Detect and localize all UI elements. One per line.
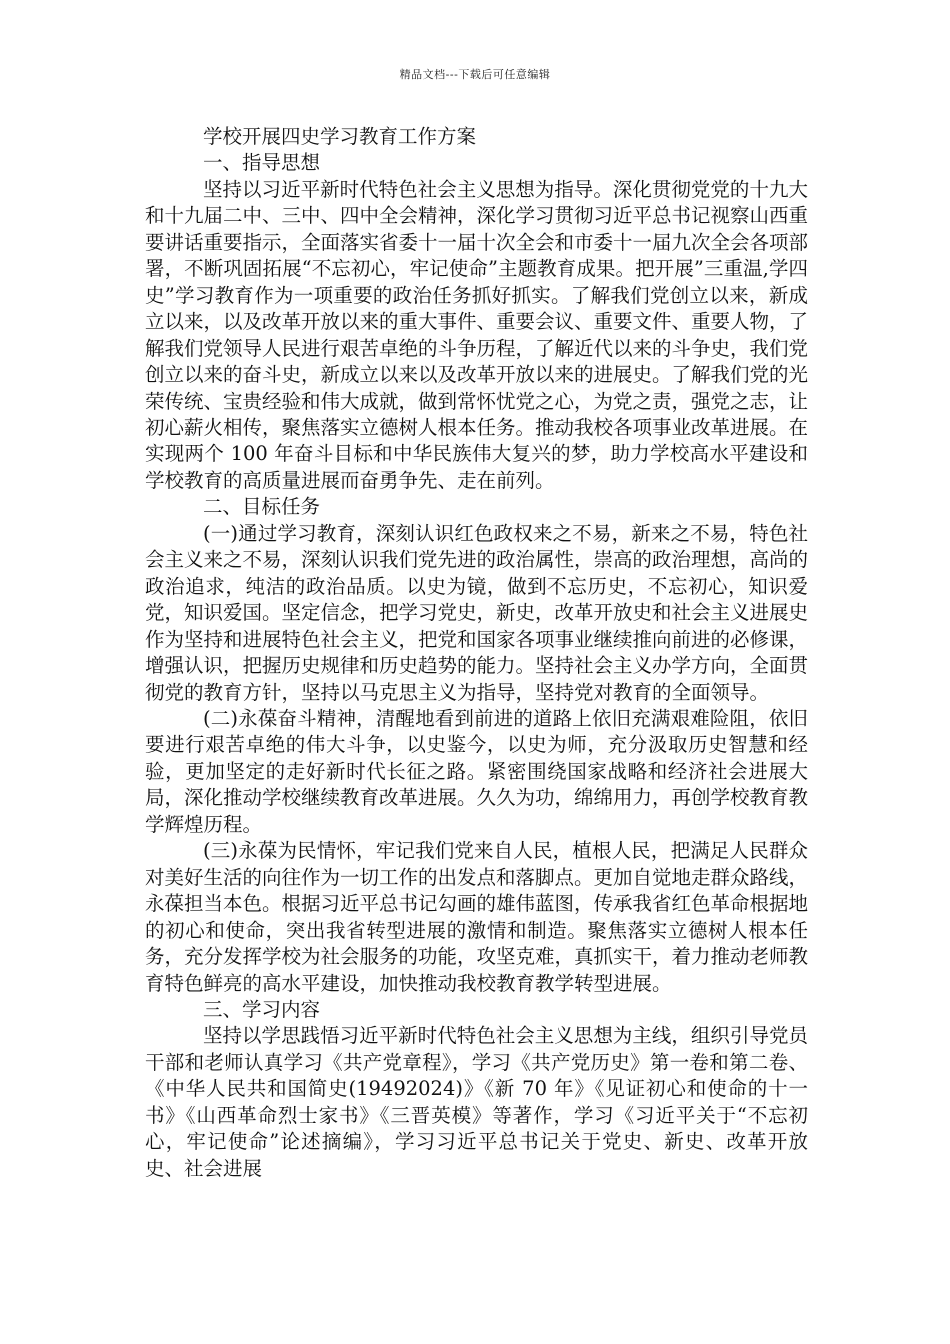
document-body <box>145 124 808 1182</box>
paragraph: (三)永葆为民情怀，牢记我们党来自人民，植根人民，把满足人民群众对美好生活的向往作为一切工作的出发点和落脚点。更加自觉地走群众路线，永葆担当本色。根据习近平总书记勾画的雄伟蓝图，传承我省红色革命根据地的初心和使命，突出我省转型进展的激情和制造。聚焦落实立德树人根本任务，充分发挥学校为社会服务的功能，攻坚克难，真抓实干，着力推动老师教育特色鲜亮的高水平建设，加快推动我校教育教学转型进展。 <box>145 839 809 995</box>
page-header: 精品文档---下载后可任意编辑 <box>399 68 551 81</box>
section-heading-2: 二、目标任务 <box>203 495 321 519</box>
document-title: 学校开展四史学习教育工作方案 <box>203 125 477 148</box>
paragraph: (二)永葆奋斗精神，清醒地看到前进的道路上依旧充满艰难险阻，依旧要进行艰苦卓绝的伟大斗争，以史鉴今，以史为师，充分汲取历史智慧和经验，更加坚定的走好新时代长征之路。紧密围绕国家战略和经济社会进展大局，深化推动学校继续教育改革进展。久久为功，绵绵用力，再创学校教育教学辉煌历程。 <box>145 706 809 836</box>
section-heading-3: 三、学习内容 <box>203 997 321 1021</box>
paragraph: (一)通过学习教育，深刻认识红色政权来之不易，新来之不易，特色社会主义来之不易，深刻认识我们党先进的政治属性，崇高的政治理想，高尚的政治追求，纯洁的政治品质。以史为镜，做到不忘历史，不忘初心，知识爱党，知识爱国。坚定信念，把学习党史，新史，改革开放史和社会主义进展史作为坚持和进展特色社会主义，把党和国家各项事业继续推向前进的必修课，增强认识，把握历史规律和历史趋势的能力。坚持社会主义办学方向，全面贯彻党的教育方针，坚持以马克思主义为指导，坚持党对教育的全面领导。 <box>145 521 809 704</box>
paragraph: 坚持以习近平新时代特色社会主义思想为指导。深化贯彻党党的十九大和十九届二中、三中、四中全会精神，深化学习贯彻习近平总书记视察山西重要讲话重要指示，全面落实省委十一届十次全会和市委十一届九次全会各项部署，不断巩固拓展“不忘初心，牢记使命”主题教育成果。把开展”三重温,学四史”学习教育作为一项重要的政治任务抓好抓实。了解我们党创立以来，新成立以来，以及改革开放以来的重大事件、重要会议、重要文件、重要人物，了解我们党领导人民进行艰苦卓绝的斗争历程，了解近代以来的斗争史，我们党创立以来的奋斗史，新成立以来以及改革开放以来的进展史。了解我们党的光荣传统、宝贵经验和伟大成就，做到常怀忧党之心，为党之责，强党之志，让初心薪火相传，聚焦落实立德树人根本任务。推动我校各项事业改革进展。在实现两个 100 年奋斗目标和中华民族伟大复兴的梦，助力学校高水平建设和学校教育的高质量进展而奋勇争先、走在前列。 <box>145 177 809 492</box>
paragraph: 坚持以学思践悟习近平新时代特色社会主义思想为主线，组织引导党员干部和老师认真学习《共产党章程》，学习《共产党历史》第一卷和第二卷、《中华人民共和国简史(19492024)》《新 70 年》《见证初心和使命的十一书》《山西革命烈士家书》《三晋英模》等著作，学习《习近平关于“不忘初心，牢记使命”论述摘编》，学习习近平总书记关于党史、新史、改革开放史、社会进展 <box>145 1024 808 1180</box>
section-heading-1: 一、指导思想 <box>203 151 321 175</box>
